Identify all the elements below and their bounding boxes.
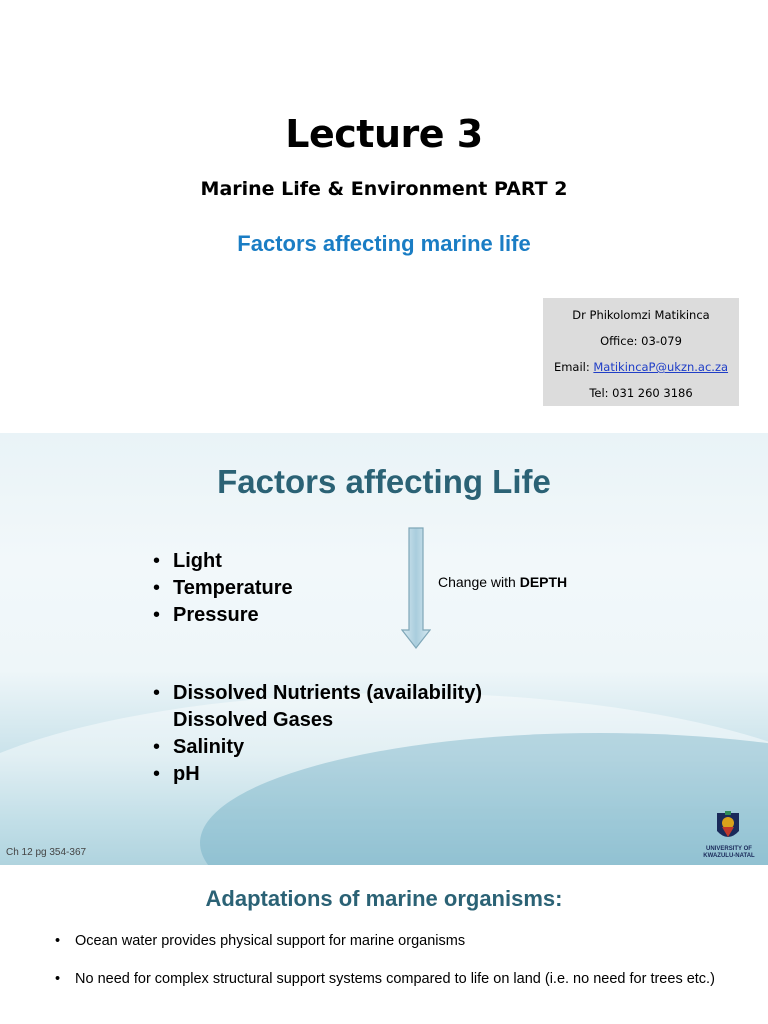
contact-office: Office: 03-079 [600,334,682,348]
contact-name: Dr Phikolomzi Matikinca [572,308,710,322]
contact-box [543,298,739,406]
lecture-title: Lecture 3 [285,112,483,156]
slide-2 [0,433,768,865]
lecture-subtitle: Marine Life & Environment PART 2 [200,178,568,200]
list-item: • Pressure [153,602,293,629]
logo-text-line2: KWAZULU-NATAL [703,853,755,859]
logo-text-line1: UNIVERSITY OF [706,846,752,852]
chapter-reference: Ch 12 pg 354-367 [6,847,87,858]
depth-label [438,574,567,590]
slide-1 [0,0,768,432]
list-item: • Light [153,548,293,575]
list-item: • Ocean water provides physical support for marine organisms [55,927,725,955]
adaptations-list [55,866,725,993]
depth-label-bold: DEPTH [519,574,568,590]
contact-email-line [543,360,739,374]
ukzn-logo-icon [695,809,763,861]
contact-tel: Tel: 031 260 3186 [589,386,693,400]
list-item: • Temperature [153,575,293,602]
lecture-heading: Factors affecting marine life [237,231,531,256]
other-factors-list [153,680,482,788]
down-arrow-icon [401,527,431,649]
logo-emblem [695,809,763,845]
adaptations-title: Adaptations of marine organisms: [205,886,563,911]
list-item: • pH [153,761,482,788]
list-item: • Dissolved Nutrients (availability) [153,680,482,707]
factors-title: Factors affecting Life [217,463,551,500]
contact-email-link[interactable]: MatikincaP@ukzn.ac.za [593,360,729,374]
depth-factors-list [153,548,293,629]
slide-3 [0,866,768,1024]
list-item: • No need for complex structural support systems compared to life on land (i.e. no need for trees etc.) [55,965,725,993]
depth-label-prefix: Change with [438,574,520,590]
list-item: Dissolved Gases [173,709,334,731]
contact-email-label: Email: [553,360,594,374]
list-item: • Salinity [153,734,482,761]
